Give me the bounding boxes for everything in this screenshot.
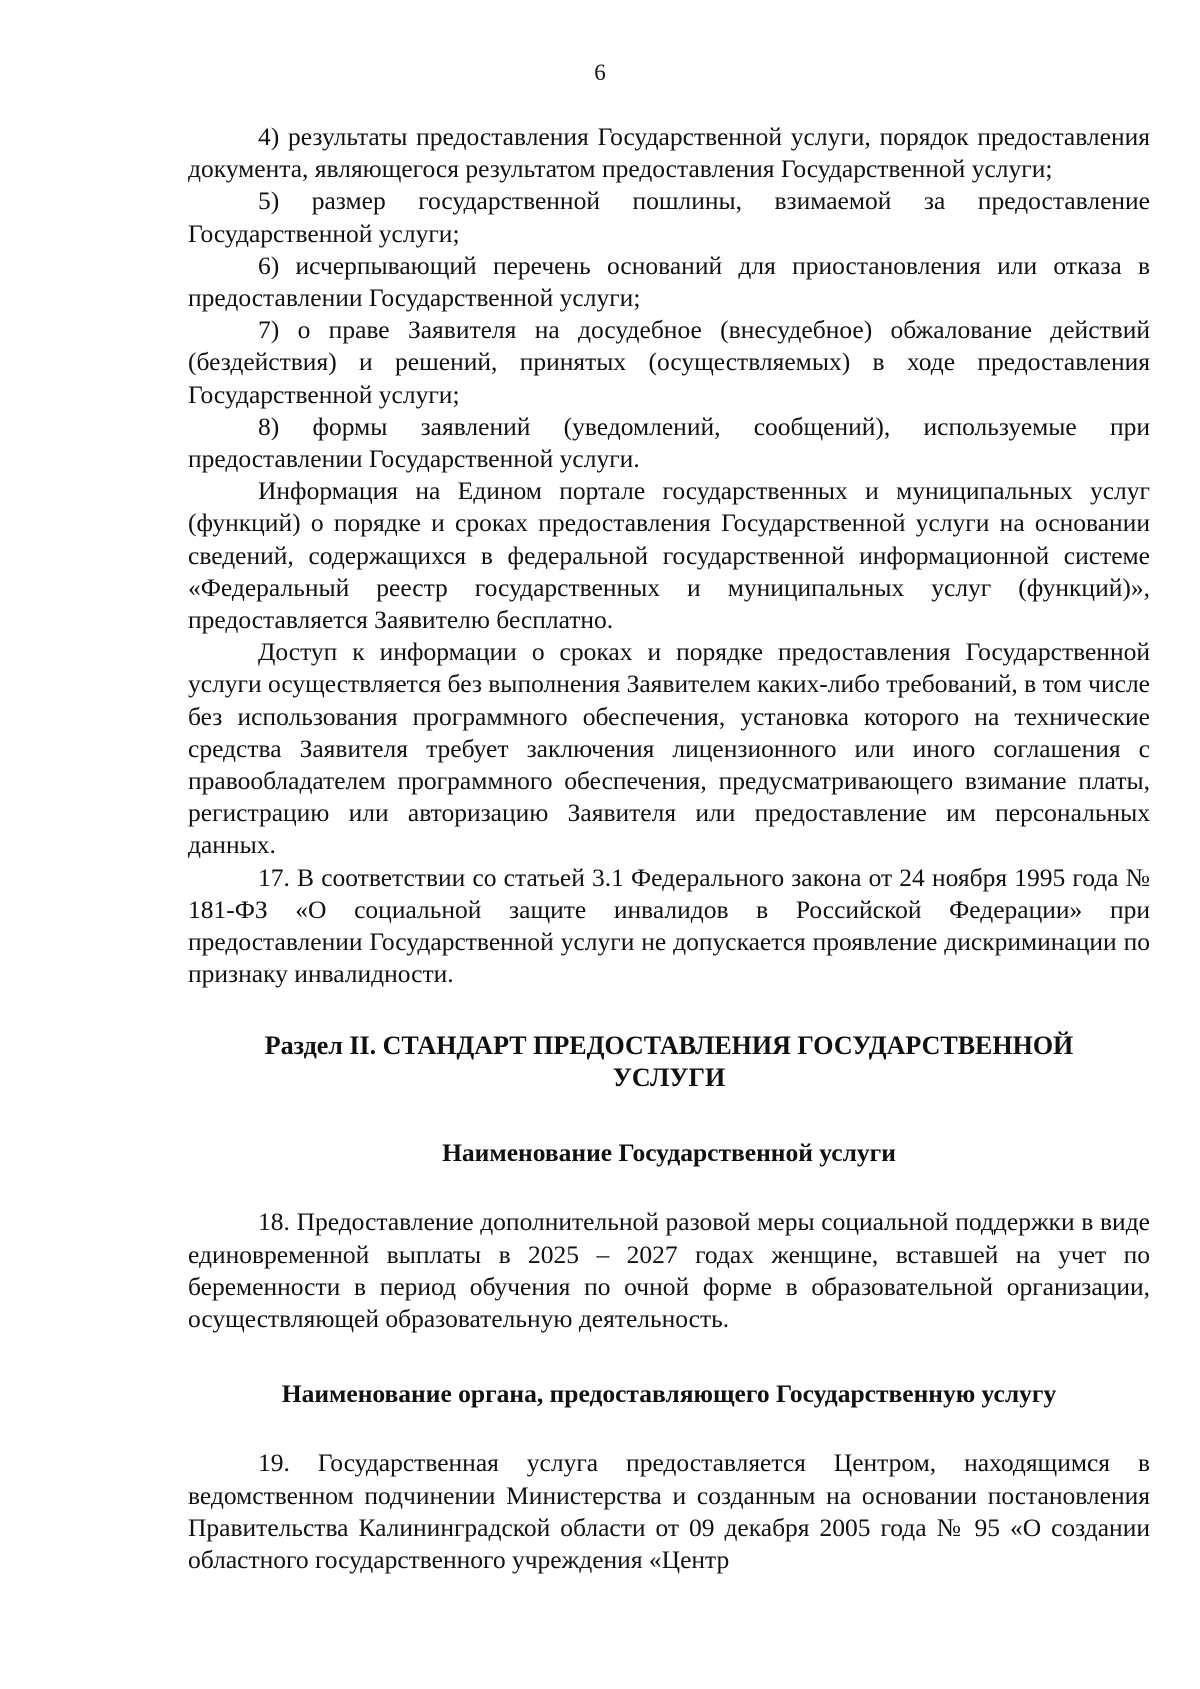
paragraph-19: 19. Государственная услуга предоставляется Центром, находящимся в ведомственном подчинении Министерства и созданным на основании постановления Правительства Калининградской области от 09 декабря 2005 года № 95 «О создании областного государственного учреждения «Центр (188, 1448, 1150, 1574)
paragraph-item-5: 5) размер государственной пошлины, взимаемой за предоставление Государственной услуги; (188, 186, 1150, 248)
paragraph-item-6: 6) исчерпывающий перечень оснований для приостановления или отказа в предоставлении Государственной услуги; (188, 250, 1150, 313)
subsection-title-providing-body: Наименование органа, предоставляющего Государственную услугу (281, 1379, 1057, 1409)
section-title-line-2: УСЛУГИ (612, 1063, 726, 1093)
paragraph-17: 17. В соответствии со статьей 3.1 Федерального закона от 24 ноября 1995 года № 181-ФЗ «О социальной защите инвалидов в Российской Федерации» при предоставлении Государственной услуги не допускается проявление дискриминации по признаку инвалидности. (188, 862, 1150, 989)
section-title-line-1: Раздел II. СТАНДАРТ ПРЕДОСТАВЛЕНИЯ ГОСУДАРСТВЕННОЙ (264, 1031, 1074, 1061)
section-title (188, 1030, 1150, 1094)
page-number: 6 (594, 60, 606, 85)
subsection-title-service-name: Наименование Государственной услуги (442, 1138, 896, 1168)
page-content (188, 121, 1150, 1576)
paragraph-item-7: 7) о праве Заявителя на досудебное (внесудебное) обжалование действий (бездействия) и решений, принятых (осуществляемых) в ходе предоставления Государственной услуги; (188, 315, 1150, 409)
paragraph-portal-info: Информация на Едином портале государственных и муниципальных услуг (функций) о порядке и сроках предоставления Государственной услуги на основании сведений, содержащихся в федеральной государственной информационной системе «Федеральный реестр государственных и муниципальных услуг (функций)», предоставляется Заявителю бесплатно. (188, 476, 1150, 635)
paragraph-18: 18. Предоставление дополнительной разовой меры социальной поддержки в виде единовременной выплаты в 2025 – 2027 годах женщине, вставшей на учет по беременности в период обучения по очной форме в образовательной организации, осуществляющей образовательную деятельность. (188, 1207, 1150, 1334)
paragraph-item-8: 8) формы заявлений (уведомлений, сообщений), используемые при предоставлении Государственной услуги. (188, 411, 1150, 474)
paragraph-access-info: Доступ к информации о сроках и порядке предоставления Государственной услуги осуществляется без выполнения Заявителем каких-либо требований, в том числе без использования программного обеспечения, установка которого на технические средства Заявителя требует заключения лицензионного или иного соглашения с правообладателем программного обеспечения, предусматривающего взимание платы, регистрацию или авторизацию Заявителя или предоставление им персональных данных. (188, 637, 1150, 860)
paragraph-item-4: 4) результаты предоставления Государственной услуги, порядок предоставления документа, являющегося результатом предоставления Государственной услуги; (188, 122, 1150, 184)
